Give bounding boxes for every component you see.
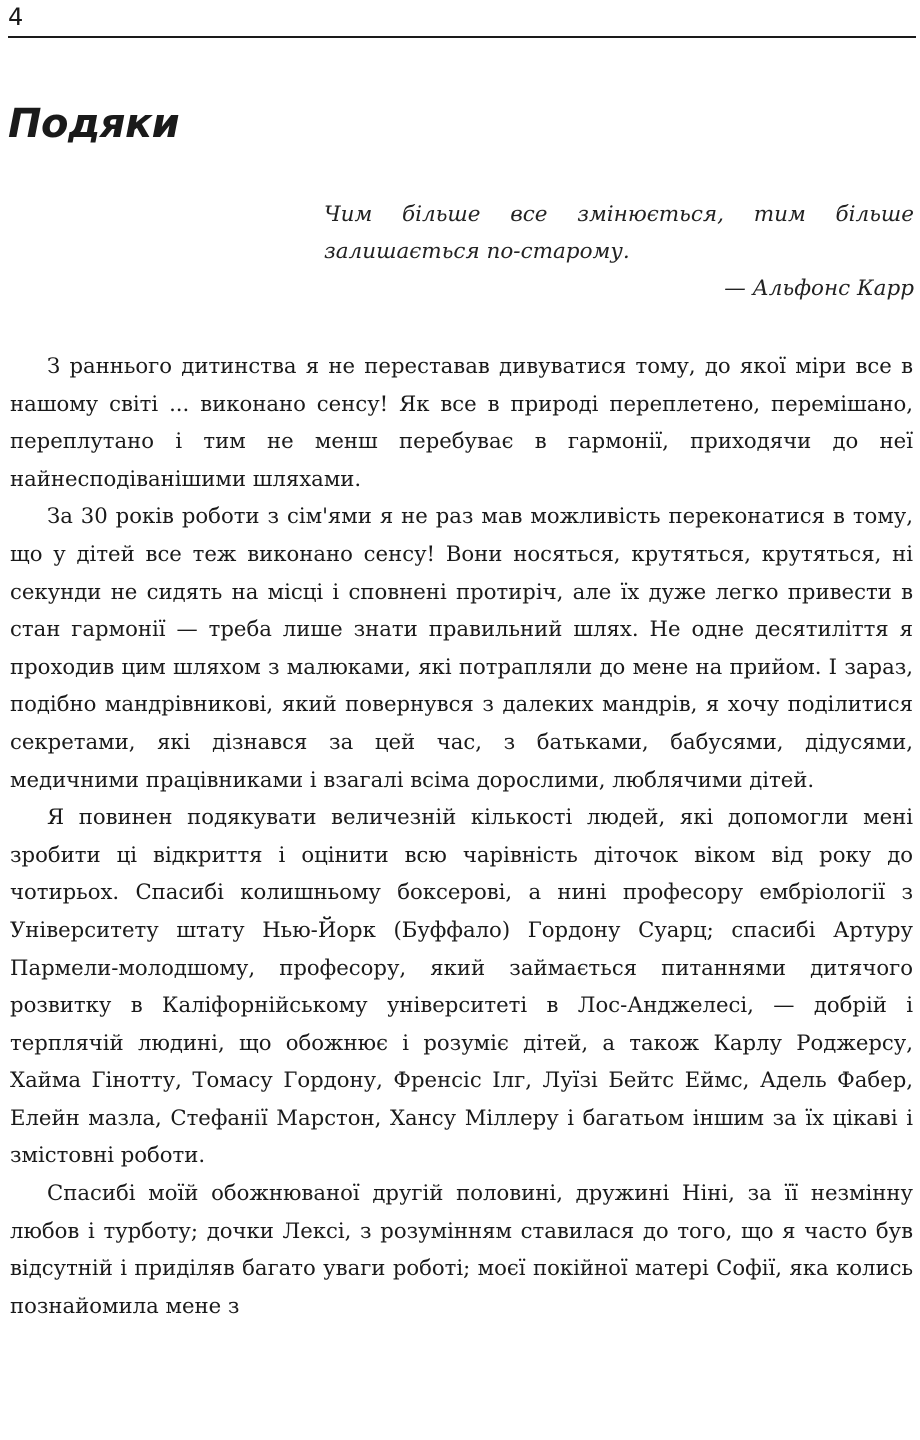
- body-text: [10, 347, 913, 1324]
- chapter-title: Подяки: [8, 101, 180, 147]
- page-number: 4: [8, 3, 24, 31]
- header-rule: [8, 36, 916, 38]
- paragraph-4: Спасибі моїй обожнюваної другій половині, дружині Ніні, за її незмінну любов і турботу; дочки Лексі, з розумінням ставилася до того, що я часто був відсутній і приділяв багато уваги роботі; моєї покійної матері Софії, яка колись познайомила мене з: [10, 1180, 913, 1318]
- paragraph-2: За 30 років роботи з сім'ями я не раз мав можливість переконатися в тому, що у дітей все теж виконано сенсу! Вони носяться, крутяться, крутяться, ні секунди не сидять на місці і сповнені протиріч, але їх дуже легко привести в стан гармонії — треба лише знати правильний шлях. Не одне десятиліття я проходив цим шляхом з малюками, які потрапляли до мене на прийом. І зараз, подібно мандрівникові, який повернувся з далеких мандрів, я хочу поділитися секретами, які дізнався за цей час, з батьками, бабусями, дідусями, медичними працівниками і взагалі всіма дорослими, люблячими дітей.: [10, 503, 913, 792]
- paragraph-3: Я повинен подякувати величезній кількості людей, які допомогли мені зробити ці відкриття і оцінити всю чарівність діточок віком від року до чотирьох. Спасибі колишньому боксерові, а нині професору ембріології з Університету штату Нью-Йорк (Буффало) Гордону Суарц; спасибі Артуру Пармели-молодшому, професору, який займається питаннями дитячого розвитку в Каліфорнійському університеті в Лос-Анджелесі, — добрій і терплячій людині, що обожнює і розуміє дітей, а також Карлу Роджерсу, Хайма Гінотту, Томасу Гордону, Френсіс Ілг, Луїзі Бейтс Еймс, Адель Фабер, Елейн мазла, Стефанії Марстон, Хансу Міллеру і багатьом іншим за їх цікаві і змістовні роботи.: [10, 804, 913, 1168]
- epigraph-quote: Чим більше все змінюється, тим більше залишається по-старому.: [324, 202, 914, 264]
- epigraph: [324, 196, 914, 307]
- paragraph-1: З раннього дитинства я не переставав дивуватися тому, до якої міри все в нашому світі ... виконано сенсу! Як все в природі переплетено, перемішано, переплутано і тим не менш перебуває в гармонії, приходячи до неї найнесподіванішими шляхами.: [10, 353, 913, 491]
- epigraph-author: — Альфонс Карр: [724, 276, 914, 301]
